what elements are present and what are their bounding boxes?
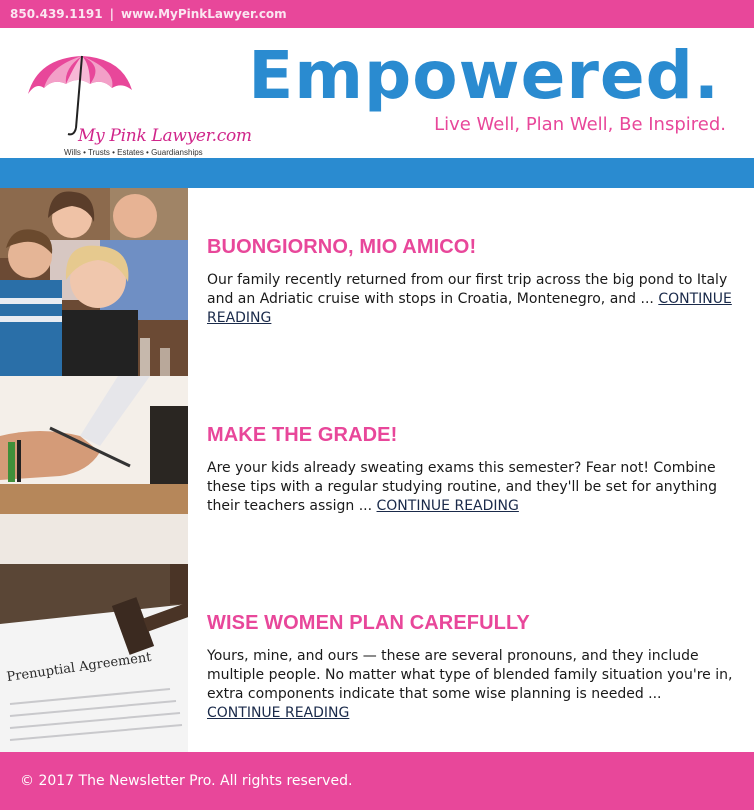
header-divider-bar (0, 158, 754, 188)
separator: | (109, 7, 115, 21)
article-3-continue-link[interactable]: CONTINUE READING (207, 705, 350, 721)
article-3-title[interactable]: WISE WOMEN PLAN CAREFULLY (207, 612, 530, 634)
article-1-text (207, 188, 737, 328)
prenuptial-doc-heading: Prenuptial Agreement (5, 649, 153, 686)
student-writing-photo[interactable] (0, 376, 188, 564)
headline: Empowered. (248, 37, 720, 114)
logo-tagline: Wills • Trusts • Estates • Guardianships (64, 148, 203, 157)
article-1 (0, 188, 754, 376)
article-3-body (207, 647, 737, 723)
article-2-excerpt: Are your kids already sweating exams this semester? Fear not! Combine these tips with a regular studying routine, and they'll be set for anything their teachers assign ... (207, 460, 717, 514)
article-2 (0, 376, 754, 564)
logo-name: My Pink Lawyer.com (78, 126, 252, 146)
article-3-excerpt: Yours, mine, and ours — these are several pronouns, and they include multiple people. No matter what type of blended family situation you're in, extra components indicate that some wise planning is needed ... (207, 648, 733, 702)
logo[interactable] (20, 50, 252, 157)
article-1-title[interactable]: BUONGIORNO, MIO AMICO! (207, 236, 477, 258)
article-2-title[interactable]: MAKE THE GRADE! (207, 424, 398, 446)
article-2-text (207, 376, 737, 516)
phone-number[interactable]: 850.439.1191 (10, 7, 103, 21)
article-1-excerpt: Our family recently returned from our first trip across the big pond to Italy and an Adriatic cruise with stops in Croatia, Montenegro, and ... (207, 272, 728, 307)
article-2-body (207, 459, 737, 516)
tagline: Live Well, Plan Well, Be Inspired. (434, 114, 726, 135)
family-photo[interactable] (0, 188, 188, 376)
prenuptial-agreement-photo[interactable] (0, 564, 188, 752)
top-contact-bar (0, 0, 754, 28)
header (0, 28, 754, 158)
website-link[interactable]: www.MyPinkLawyer.com (121, 7, 287, 21)
footer (0, 752, 754, 810)
copyright-text: © 2017 The Newsletter Pro. All rights reserved. (20, 773, 353, 789)
article-3-text (207, 564, 737, 723)
article-2-continue-link[interactable]: CONTINUE READING (376, 498, 519, 514)
article-1-continue-link[interactable]: CONTINUE READING (207, 291, 732, 326)
article-1-body (207, 271, 737, 328)
article-3 (0, 564, 754, 752)
